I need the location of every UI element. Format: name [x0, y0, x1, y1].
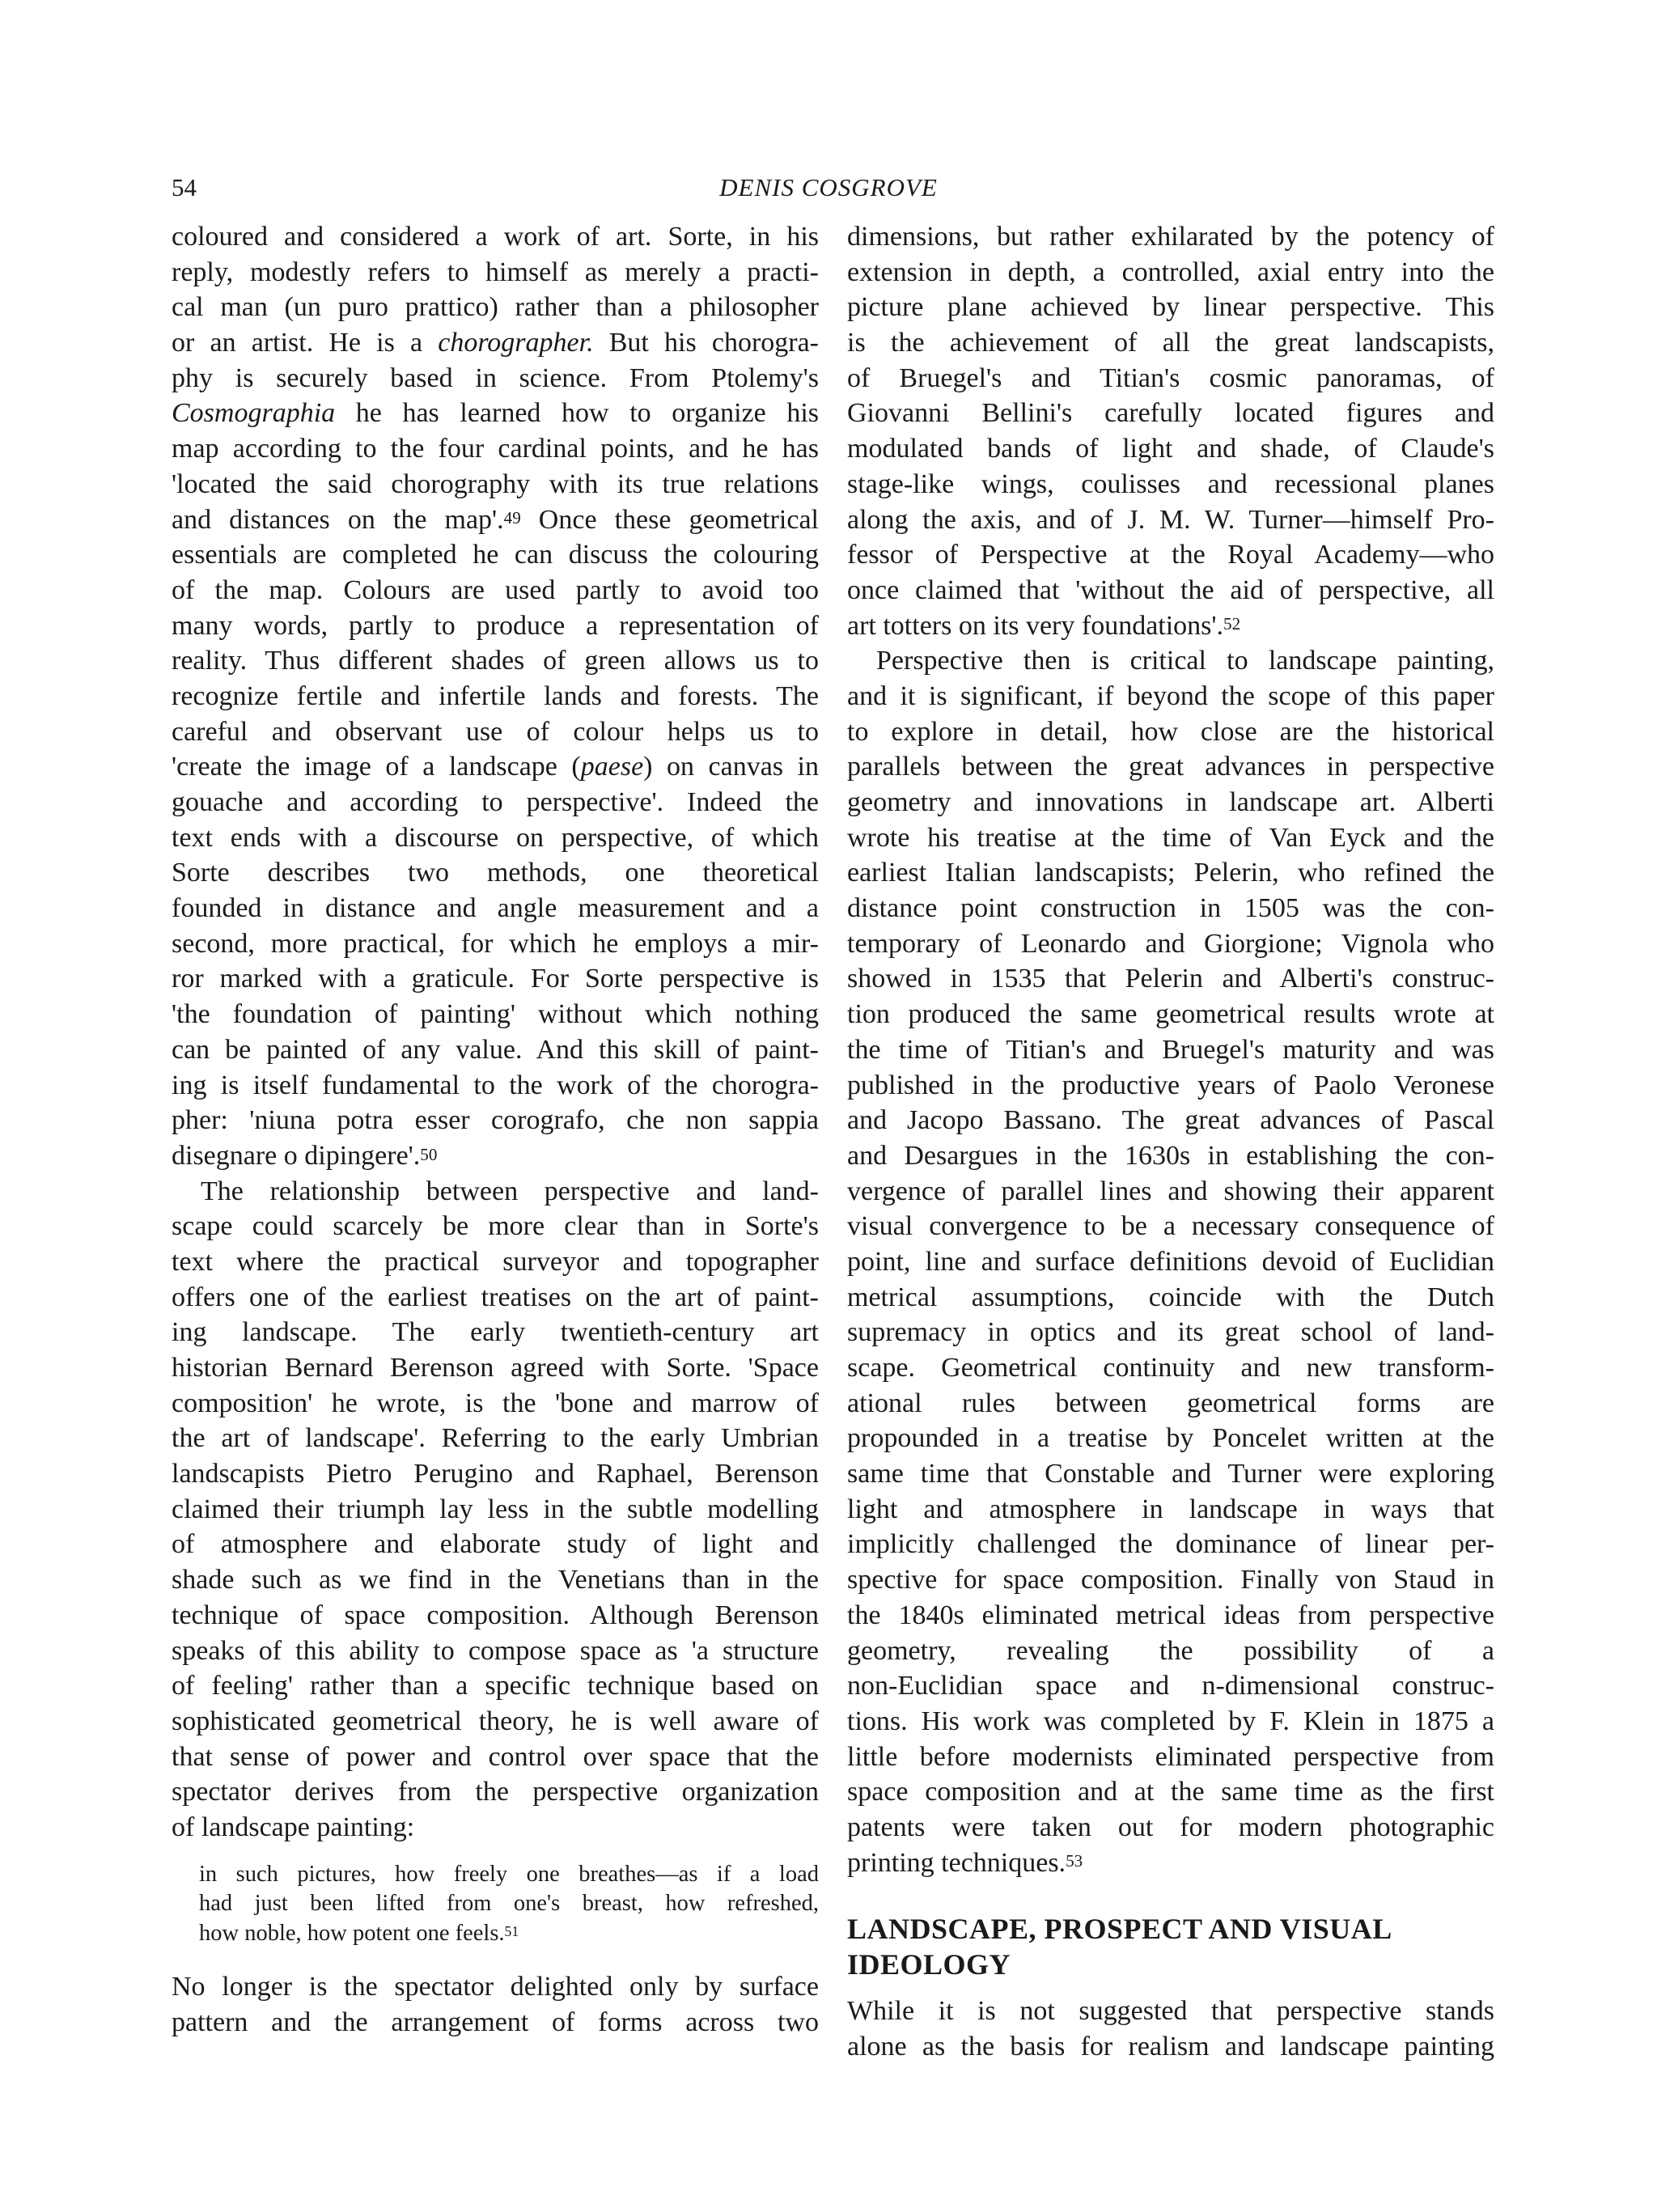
italic-title: Cosmographia [172, 398, 336, 429]
text-line: wrote his treatise at the time of Van Eyck and the [847, 822, 1494, 853]
text-line: shade such as we find in the Venetians than in the [172, 1565, 819, 1595]
text-line: of feeling' rather than a specific technique based on [172, 1671, 819, 1701]
text-line: point, line and surface definitions devoid of Euclidian [847, 1246, 1494, 1277]
text-line: alone as the basis for realism and landscape painting [847, 2032, 1494, 2062]
text-line: pher: 'niuna potra esser corografo, che non sappia [172, 1105, 819, 1136]
italic-term: paese [580, 752, 644, 782]
text-line: geometry, revealing the possibility of a [847, 1635, 1494, 1666]
text-line: earliest Italian landscapists; Pelerin, who refined the [847, 858, 1494, 888]
text-line: or an artist. He is a chorographer. But his chorogra- [172, 328, 819, 358]
text-line: and Jacopo Bassano. The great advances of Pascal [847, 1105, 1494, 1136]
text-line: the art of landscape'. Referring to the early Umbrian [172, 1423, 819, 1454]
text-line: coloured and considered a work of art. Sorte, in his [172, 222, 819, 252]
text-line: art totters on its very foundations'.$^{52}$ [847, 610, 1241, 641]
text-line: space composition and at the same time as the first [847, 1777, 1494, 1807]
footnote-ref: 52 [1223, 614, 1241, 634]
text-line: of atmosphere and elaborate study of light and [172, 1529, 819, 1560]
text-line: extension in depth, a controlled, axial entry into the [847, 256, 1494, 287]
text-line: visual convergence to be a necessary consequence of [847, 1211, 1494, 1242]
text-line: pattern and the arrangement of forms across two [172, 2006, 819, 2037]
left-column [172, 219, 819, 2040]
text-line: composition' he wrote, is the 'bone and marrow of [172, 1388, 819, 1418]
text-line: No longer is the spectator delighted only by surface [172, 1972, 819, 2002]
text-line: Sorte describes two methods, one theoretical [172, 858, 819, 888]
text-line: essentials are completed he can discuss the colouring [172, 540, 819, 570]
text-line: ror marked with a graticule. For Sorte perspective is [172, 964, 819, 994]
text-line: dimensions, but rather exhilarated by the potency of [847, 222, 1494, 252]
text-line: phy is securely based in science. From Ptolemy's [172, 362, 819, 393]
quote-line: how noble, how potent one feels.$^{51}$ [199, 1920, 519, 1946]
text-line: of Bruegel's and Titian's cosmic panoramas, of [847, 362, 1494, 393]
text-line: scape could scarcely be more clear than in Sorte's [172, 1211, 819, 1242]
text-line: reality. Thus different shades of green allows us to [172, 646, 819, 676]
italic-term: chorographer. [438, 328, 594, 358]
text-line: text ends with a discourse on perspective, of which [172, 822, 819, 853]
text-line: recognize fertile and infertile lands and forests. The [172, 680, 819, 711]
paragraph [847, 643, 1494, 1880]
text-line: ing is itself fundamental to the work of the chorogra- [172, 1070, 819, 1100]
text-line: picture plane achieved by linear perspective. This [847, 292, 1494, 323]
text-line: tion produced the same geometrical results wrote at [847, 999, 1494, 1030]
text-line: Cosmographia he has learned how to organize his [172, 398, 819, 429]
text-line: tions. His work was completed by F. Klein in 1875 a [847, 1706, 1494, 1736]
quote-line: in such pictures, how freely one breathes—as if a load [199, 1861, 819, 1887]
text-line: published in the productive years of Paolo Veronese [847, 1070, 1494, 1100]
right-column [847, 219, 1494, 2065]
heading-line: LANDSCAPE, PROSPECT AND VISUAL [847, 1913, 1392, 1946]
text-line: 'create the image of a landscape (paese) on canvas in [172, 752, 819, 782]
paragraph [847, 219, 1494, 643]
text-line: same time that Constable and Turner were exploring [847, 1459, 1494, 1489]
text-line: fessor of Perspective at the Royal Academy—who [847, 540, 1494, 570]
text-line: of the map. Colours are used partly to avoid too [172, 574, 819, 605]
heading-line: IDEOLOGY [847, 1948, 1011, 1981]
footnote-ref: 50 [420, 1144, 438, 1164]
text-line: text where the practical surveyor and topographer [172, 1246, 819, 1277]
text-line: reply, modestly refers to himself as merely a practi- [172, 256, 819, 287]
text-line: spective for space composition. Finally von Staud in [847, 1565, 1494, 1595]
text-line: propounded in a treatise by Poncelet written at the [847, 1423, 1494, 1454]
text-line: map according to the four cardinal points, and he has [172, 434, 819, 464]
text-line: 'located the said chorography with its true relations [172, 468, 819, 499]
text-line: Perspective then is critical to landscape painting, [876, 646, 1494, 676]
text-line: cal man (un puro prattico) rather than a philosopher [172, 292, 819, 323]
paragraph [172, 1969, 819, 2040]
text-line: little before modernists eliminated perspective from [847, 1741, 1494, 1772]
text-line: ational rules between geometrical forms are [847, 1388, 1494, 1418]
text-line: the 1840s eliminated metrical ideas from perspective [847, 1600, 1494, 1630]
page-number: 54 [172, 173, 197, 201]
text-line: along the axis, and of J. M. W. Turner—himself Pro- [847, 504, 1494, 535]
text-line: distance point construction in 1505 was the con- [847, 893, 1494, 924]
running-head: DENIS COSGROVE [719, 173, 938, 201]
text-line: technique of space composition. Although Berenson [172, 1600, 819, 1630]
text-line: ing landscape. The early twentieth-century art [172, 1317, 819, 1348]
text-line: second, more practical, for which he employs a mir- [172, 928, 819, 959]
text-line: 'the foundation of painting' without which nothing [172, 999, 819, 1030]
text-line: disegnare o dipingere'.$^{50}$ [172, 1140, 438, 1171]
text-line: supremacy in optics and its great school of land- [847, 1317, 1494, 1348]
text-line: showed in 1535 that Pelerin and Alberti's construc- [847, 964, 1494, 994]
text-line: and Desargues in the 1630s in establishing the con- [847, 1140, 1494, 1171]
text-line: offers one of the earliest treatises on the art of paint- [172, 1282, 819, 1312]
footnote-ref: 49 [503, 508, 521, 528]
text-line: once claimed that 'without the aid of perspective, all [847, 574, 1494, 605]
text-line: patents were taken out for modern photographic [847, 1812, 1494, 1842]
paragraph [847, 1994, 1494, 2064]
text-line: can be painted of any value. And this skill of paint- [172, 1034, 819, 1065]
text-line: and it is significant, if beyond the scope of this paper [847, 680, 1494, 711]
text-line: metrical assumptions, coincide with the Dutch [847, 1282, 1494, 1312]
text-line: light and atmosphere in landscape in ways that [847, 1494, 1494, 1524]
text-line: vergence of parallel lines and showing their apparent [847, 1176, 1494, 1206]
paragraph [172, 219, 819, 1174]
text-line: landscapists Pietro Perugino and Raphael, Berenson [172, 1459, 819, 1489]
text-line: speaks of this ability to compose space as 'a structure [172, 1635, 819, 1666]
quote-line: had just been lifted from one's breast, how refreshed, [199, 1891, 819, 1917]
text-line: printing techniques.$^{53}$ [847, 1847, 1083, 1878]
text-line: spectator derives from the perspective organization [172, 1777, 819, 1807]
text-line: and distances on the map'.$^{49}$ Once these geometrical [172, 504, 819, 535]
text-line: parallels between the great advances in perspective [847, 752, 1494, 782]
paragraph [172, 1174, 819, 1845]
text-line: of landscape painting: [172, 1812, 415, 1842]
text-line: geometry and innovations in landscape art. Alberti [847, 787, 1494, 817]
text-line: scape. Geometrical continuity and new transform- [847, 1353, 1494, 1383]
text-line: to explore in detail, how close are the historical [847, 716, 1494, 747]
text-line: implicitly challenged the dominance of linear per- [847, 1529, 1494, 1560]
text-line: stage-like wings, coulisses and recessional planes [847, 468, 1494, 499]
text-line: many words, partly to produce a representation of [172, 610, 819, 641]
block-quote [172, 1860, 819, 1949]
text-line: that sense of power and control over space that the [172, 1741, 819, 1772]
text-line: the time of Titian's and Bruegel's maturity and was [847, 1034, 1494, 1065]
footnote-ref: 53 [1066, 1851, 1083, 1871]
text-line: non-Euclidian space and n-dimensional construc- [847, 1671, 1494, 1701]
text-line: claimed their triumph lay less in the subtle modelling [172, 1494, 819, 1524]
text-line: is the achievement of all the great landscapists, [847, 328, 1494, 358]
text-line: modulated bands of light and shade, of Claude's [847, 434, 1494, 464]
text-line: founded in distance and angle measurement and a [172, 893, 819, 924]
text-line: careful and observant use of colour helps us to [172, 716, 819, 747]
section-heading [847, 1911, 1494, 1982]
text-line: gouache and according to perspective'. Indeed the [172, 787, 819, 817]
text-line: The relationship between perspective and land- [201, 1176, 819, 1206]
text-line: While it is not suggested that perspective stands [847, 1996, 1494, 2027]
text-line: sophisticated geometrical theory, he is well aware of [172, 1706, 819, 1736]
text-line: Giovanni Bellini's carefully located figures and [847, 398, 1494, 429]
footnote-ref: 51 [504, 1923, 519, 1940]
text-line: temporary of Leonardo and Giorgione; Vignola who [847, 928, 1494, 959]
text-line: historian Bernard Berenson agreed with Sorte. 'Space [172, 1353, 819, 1383]
